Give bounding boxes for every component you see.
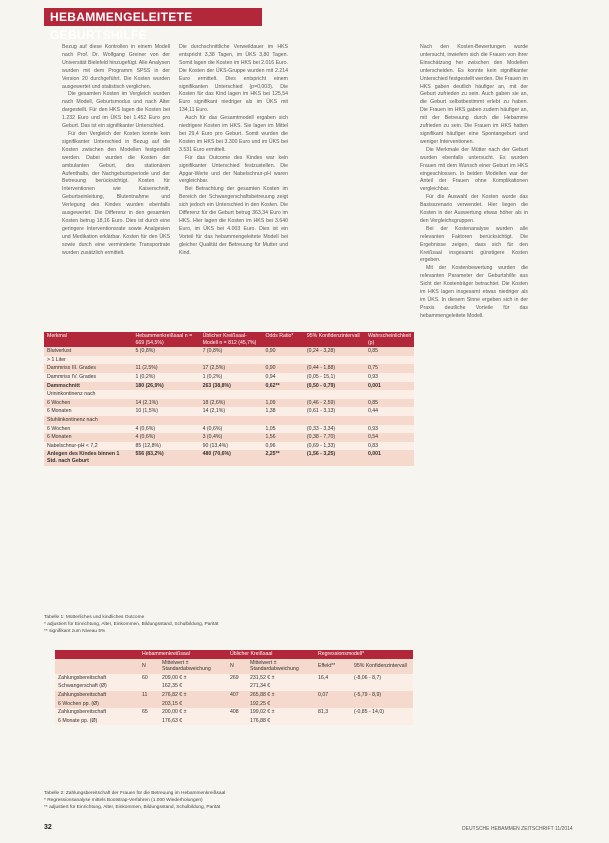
table-cell: 0,93 bbox=[365, 373, 414, 382]
table-cell: 6 Wochen bbox=[44, 399, 132, 408]
table-cell: 10 (1,5%) bbox=[132, 407, 199, 416]
table-cell: Zahlungsbereitschaft bbox=[55, 708, 139, 717]
table-cell: (0,69 - 1,33) bbox=[304, 442, 365, 451]
table-cell: (-0,85 - 14,0) bbox=[351, 708, 413, 717]
table-cell bbox=[315, 682, 351, 691]
subheader: N bbox=[227, 659, 247, 674]
table-cell: 0,44 bbox=[365, 407, 414, 416]
paragraph: Nach den Kosten-Bewertungen wurde untersucht, inwiefern sich die Frauen von ihrer Einschätzung her zwischen den Modellen unterscheiden. Es konnte kein signifikanter Unterschied festgestellt werden. Die Frauen im HKS gaben deutlich häufiger an, mit der Geburt zufrieden zu sein. Auch gaben sie an, die Geburt selbstbestimmt erlebt zu haben. Die Frauen im HKS gaben zudem häufiger an, mit der Betreuung durch die Hebamme zufrieden zu sein. Die Frauen im HKS hatten signifikant häufiger eine Spontangeburt und weniger Interventionen. bbox=[420, 44, 528, 145]
table-cell: 0,54 bbox=[365, 433, 414, 442]
group-header: Üblicher Kreißsaal bbox=[227, 650, 315, 659]
table-cell: (0,24 - 3,28) bbox=[304, 347, 365, 356]
table-cell: 5 (0,8%) bbox=[132, 347, 199, 356]
table-row bbox=[44, 373, 414, 382]
table-cell bbox=[200, 416, 263, 425]
table-row bbox=[55, 674, 413, 683]
table-cell: (0,44 - 1,88) bbox=[304, 364, 365, 373]
table-row bbox=[44, 442, 414, 451]
table-row bbox=[55, 708, 413, 717]
table-cell: Blutverlust bbox=[44, 347, 132, 356]
table-cell: 6 Monaten bbox=[44, 407, 132, 416]
table-cell: 0,85 bbox=[365, 347, 414, 356]
table-cell: 209,00 € ± bbox=[159, 674, 227, 683]
table-cell: Dammriss IV. Grades bbox=[44, 373, 132, 382]
column-header: Wahrscheinlichkeit (p) bbox=[365, 332, 414, 347]
table-cell: 0,94 bbox=[262, 373, 303, 382]
table-row bbox=[44, 390, 414, 399]
footnote: Tabelle 2: Zahlungsbereitschaft der Frauen für die Betreuung im Hebammenkreißsaal bbox=[44, 791, 226, 796]
table-cell: Stuhlinkontinenz nach bbox=[44, 416, 132, 425]
table-cell: 6 Monaten bbox=[44, 433, 132, 442]
table-cell: 0,001 bbox=[365, 382, 414, 391]
table-cell: 0,001 bbox=[365, 450, 414, 465]
table-row bbox=[55, 691, 413, 700]
subheader: 95% Konfidenzintervall bbox=[351, 659, 413, 674]
table-row bbox=[44, 382, 414, 391]
table-cell bbox=[304, 356, 365, 365]
footnote: * Regressionsanalyse mittels Bootstrap-Verfahren (1.000 Wiederholungen) bbox=[44, 798, 203, 803]
table-cell: 7 (0,8%) bbox=[200, 347, 263, 356]
table-cell bbox=[139, 700, 159, 709]
table-cell: 1,09 bbox=[262, 399, 303, 408]
table-cell: Dammriss III. Grades bbox=[44, 364, 132, 373]
table-cell: 14 (2,1%) bbox=[200, 407, 263, 416]
table-cell: (0,46 - 2,59) bbox=[304, 399, 365, 408]
journal-footer: DEUTSCHE HEBAMMEN ZEITSCHRIFT 11/2014 bbox=[462, 826, 573, 832]
table2-footnotes bbox=[44, 790, 414, 811]
table-cell bbox=[365, 356, 414, 365]
table-cell: 85 (12,8%) bbox=[132, 442, 199, 451]
table-cell: 176,88 € bbox=[247, 717, 315, 726]
table-cell: 4 (0,6%) bbox=[132, 425, 199, 434]
table-cell: 231,52 € ± bbox=[247, 674, 315, 683]
table-cell: 0,75 bbox=[365, 364, 414, 373]
table-cell: 269 bbox=[227, 674, 247, 683]
column-header: Merkmal bbox=[44, 332, 132, 347]
text-column-2 bbox=[179, 44, 288, 257]
paragraph: Auch für das Gesamtmodell ergaben sich niedrigere Kosten im HKS. Sie lagen im Mittel bei 29,4 Euro pro Geburt. Somit wurden die Kosten im HKS bei 3.300 Euro und im ÜKS bei 3.531 Euro ermittelt. bbox=[179, 115, 288, 153]
table-row bbox=[44, 433, 414, 442]
table1-footnotes bbox=[44, 614, 414, 635]
table-cell bbox=[200, 356, 263, 365]
table-cell: Nabelschnur-pH < 7,2 bbox=[44, 442, 132, 451]
table-cell: 1 (0,2%) bbox=[200, 373, 263, 382]
paragraph: Die durchschnittliche Verweildauer im HKS entspricht 3,38 Tagen, im ÜKS 3,80 Tagen. Somit lagen die Kosten im HKS bei 2.016 Euro. Die Kosten der ÜKS-Gruppe wurden mit 2.214 Euro ermittelt. Dies entspricht einem signifikanten Unterschied (p=0,003). Die Kosten für das Kind lagen im HKS bei 125,54 Euro signifikant niedriger als im ÜKS mit 134,11 Euro. bbox=[179, 44, 288, 114]
payment-table bbox=[55, 650, 413, 725]
table-cell: Schwangerschaft (Ø) bbox=[55, 682, 139, 691]
table-cell: (0,05 - 15,1) bbox=[304, 373, 365, 382]
table-cell: (-8,06 - 8,7) bbox=[351, 674, 413, 683]
table-cell: 0,90 bbox=[262, 347, 303, 356]
table-cell bbox=[351, 717, 413, 726]
table-cell bbox=[315, 700, 351, 709]
table-cell bbox=[200, 390, 263, 399]
paragraph: Mit der Kostenbewertung wurden die relevanten Parameter der Geburtshilfe aus Sicht der Kostenträger betrachtet. Die Kosten im HKS lagen insgesamt etwas niedriger als im ÜKS. In diesem Sinne ergeben sich in der Praxis deutliche Vorteile für das hebammengeleitete Modell. bbox=[420, 265, 528, 319]
table-cell: 16,4 bbox=[315, 674, 351, 683]
column-header: 95% Konfidenzintervall bbox=[304, 332, 365, 347]
footnote: ** adjustiert für Einrichtung, Alter, Einkommen, Bildungsstand, Schulbildung, Parität bbox=[44, 805, 221, 810]
text-column-3 bbox=[420, 44, 528, 321]
table-cell: (1,56 - 3,25) bbox=[304, 450, 365, 465]
table-cell: 3 (0,4%) bbox=[200, 433, 263, 442]
table-cell bbox=[227, 682, 247, 691]
table-cell: 14 (2,1%) bbox=[132, 399, 199, 408]
table-cell: (0,38 - 7,70) bbox=[304, 433, 365, 442]
table-cell: 1,38 bbox=[262, 407, 303, 416]
table-cell bbox=[262, 390, 303, 399]
column-header: Üblicher Kreißsaal-Modell n = 812 (45,7%) bbox=[200, 332, 263, 347]
paragraph: Die Merkmale der Mütter nach der Geburt wurden ebenfalls untersucht. Es wurden Frauen mit dem Wunsch einer Geburt im HKS eingeschlossen. In beiden Modellen war der Anteil der Frauen ohne Komplikationen vergleichbar. bbox=[420, 146, 528, 193]
table-cell: 60 bbox=[139, 674, 159, 683]
table-cell: 200,00 € ± bbox=[159, 708, 227, 717]
table-cell: Anlegen des Kindes binnen 1 Std. nach Geburt bbox=[44, 450, 132, 465]
table-cell: 65 bbox=[139, 708, 159, 717]
table-cell: (-5,79 - 8,9) bbox=[351, 691, 413, 700]
table-cell bbox=[351, 700, 413, 709]
table-cell: Dammschnitt bbox=[44, 382, 132, 391]
table-cell: 0,62** bbox=[262, 382, 303, 391]
paragraph: Für den Vergleich der Kosten konnte kein signifikanter Unterschied in Bezug auf die Kosten zwischen den Modellen festgestellt werden. Dabei wurden die Kosten der ambulanten Geburt, des stationären Aufenthalts, der Nachgeburtsperiode und der Betreuung berücksichtigt. Kosten für Interventionen wie Kaiserschnitt, Geburtseinleitung, Blutentnahme und Verlegung des Kindes wurden ebenfalls ausgewertet. Die Differenz in den gesamten Kosten betrug 18,16 Euro. Dies ist durch eine geringere Interventionsrate sowie Analgesien und Medikation erklärbar. Kosten für den ÜKS sowie durch eine verminderte Transportrate wurden zusätzlich ermittelt. bbox=[62, 130, 170, 256]
table-cell: 4 (0,6%) bbox=[200, 425, 263, 434]
outcome-table bbox=[44, 332, 414, 466]
text-column-1 bbox=[62, 44, 170, 257]
footnote: Tabelle 1: Mütterliches und kindliches Outcome bbox=[44, 615, 145, 620]
table-cell: > 1 Liter bbox=[44, 356, 132, 365]
table-cell: 265,88 € ± bbox=[247, 691, 315, 700]
subheader: Effekt** bbox=[315, 659, 351, 674]
table-cell: 180 (26,9%) bbox=[132, 382, 199, 391]
table-cell: Zahlungsbereitschaft bbox=[55, 674, 139, 683]
table-cell: 276,82 € ± bbox=[159, 691, 227, 700]
table-cell: 162,35 € bbox=[159, 682, 227, 691]
paragraph: Bei der Kostenanalyse wurden alle relevanten Faktoren berücksichtigt. Die Ergebnisse zeigen, dass sich für den Kreißsaal insgesamt günstigere Kosten ergeben. bbox=[420, 225, 528, 264]
table-cell: 18 (2,6%) bbox=[200, 399, 263, 408]
table-cell: (0,61 - 3,13) bbox=[304, 407, 365, 416]
table-cell: 192,25 € bbox=[247, 700, 315, 709]
table-group-row bbox=[55, 650, 413, 659]
table-row bbox=[44, 399, 414, 408]
table-cell: 6 Wochen pp. (Ø) bbox=[55, 700, 139, 709]
column-header: Hebammenkreißsaal n = 669 (54,5%) bbox=[132, 332, 199, 347]
column-header: Odds Ratio* bbox=[262, 332, 303, 347]
group-header: Hebammenkreißsaal bbox=[139, 650, 227, 659]
table-cell: 1,56 bbox=[262, 433, 303, 442]
table-cell bbox=[227, 700, 247, 709]
table-row bbox=[44, 425, 414, 434]
table-row bbox=[44, 450, 414, 465]
paragraph: Die gesamten Kosten im Vergleich wurden nach Modell, Geburtsmodus und nach Alter dargestellt. Für den HKS lagen die Kosten bei 1.232 Euro und im ÜKS bei 1.452 Euro pro Geburt. Das ist ein signifikanter Unterschied. bbox=[62, 91, 170, 130]
paragraph: Für die Auswahl der Kosten wurde das Basisszenario verwendet. Hier liegen die Kosten in der Auswertung etwas höher als in den Vergleichsgruppen. bbox=[420, 194, 528, 224]
table-cell: 90 (13,4%) bbox=[200, 442, 263, 451]
table-cell: 11 (2,5%) bbox=[132, 364, 199, 373]
group-header bbox=[55, 650, 139, 659]
table-row bbox=[44, 416, 414, 425]
page-number: 32 bbox=[44, 824, 52, 831]
table-cell bbox=[132, 416, 199, 425]
table-cell: 17 (2,5%) bbox=[200, 364, 263, 373]
table-cell: 1 (0,2%) bbox=[132, 373, 199, 382]
table-cell: Urininkontinenz nach bbox=[44, 390, 132, 399]
table-cell: Zahlungsbereitschaft bbox=[55, 691, 139, 700]
subheader: Mittelwert ± Standardabweichung bbox=[159, 659, 227, 674]
group-header: Regressionsmodell* bbox=[315, 650, 413, 659]
table-cell: 408 bbox=[227, 708, 247, 717]
table-cell bbox=[365, 390, 414, 399]
subheader bbox=[55, 659, 139, 674]
table-cell bbox=[315, 717, 351, 726]
table-cell: 0,07 bbox=[315, 691, 351, 700]
table-cell bbox=[139, 717, 159, 726]
table-cell: 0,85 bbox=[365, 399, 414, 408]
table-cell: 480 (70,6%) bbox=[200, 450, 263, 465]
table-cell: (0,50 - 0,79) bbox=[304, 382, 365, 391]
section-header: HEBAMMENGELEITETE GEBURTSHILFE bbox=[44, 8, 262, 26]
table-cell: 2,25** bbox=[262, 450, 303, 465]
table-cell bbox=[262, 416, 303, 425]
table-cell: 0,93 bbox=[365, 425, 414, 434]
table-cell bbox=[262, 356, 303, 365]
subheader: Mittelwert ± Standardabweichung bbox=[247, 659, 315, 674]
table-cell bbox=[132, 390, 199, 399]
table-cell: 263 (38,8%) bbox=[200, 382, 263, 391]
table-cell: 407 bbox=[227, 691, 247, 700]
table-cell: 0,90 bbox=[262, 364, 303, 373]
table-cell: 203,15 € bbox=[159, 700, 227, 709]
table-header-row bbox=[44, 332, 414, 347]
table-cell bbox=[132, 356, 199, 365]
table-cell: 271,34 € bbox=[247, 682, 315, 691]
table-subheader-row bbox=[55, 659, 413, 674]
paragraph: Für das Outcome des Kindes war kein signifikanter Unterschied festzustellen. Die Apgar-Werte und der Nabelschnur-pH waren vergleichbar. bbox=[179, 154, 288, 185]
table-cell bbox=[351, 682, 413, 691]
table-cell bbox=[227, 717, 247, 726]
table-row bbox=[55, 682, 413, 691]
footnote: * adjustiert für Einrichtung, Alter, Einkommen, Bildungsstand, Schulbildung, Parität bbox=[44, 622, 219, 627]
table-cell: 556 (83,2%) bbox=[132, 450, 199, 465]
table-row bbox=[44, 407, 414, 416]
table-cell: 6 Wochen bbox=[44, 425, 132, 434]
table-row bbox=[55, 717, 413, 726]
table-cell bbox=[365, 416, 414, 425]
table-cell: 176,63 € bbox=[159, 717, 227, 726]
table-cell: 0,96 bbox=[262, 442, 303, 451]
table-row bbox=[55, 700, 413, 709]
table-row bbox=[44, 356, 414, 365]
table-cell: 0,83 bbox=[365, 442, 414, 451]
table-cell: (0,33 - 3,34) bbox=[304, 425, 365, 434]
table-cell bbox=[304, 416, 365, 425]
table-row bbox=[44, 364, 414, 373]
footnote: ** signifikant zum Niveau 5% bbox=[44, 629, 106, 634]
table-cell: 81,3 bbox=[315, 708, 351, 717]
table-cell: 6 Monate pp. (Ø) bbox=[55, 717, 139, 726]
table-cell: 4 (0,6%) bbox=[132, 433, 199, 442]
table-cell: 199,02 € ± bbox=[247, 708, 315, 717]
paragraph: Bei Betrachtung der gesamten Kosten im Bereich der Schwangerschaftsbetreuung zeigt sich jedoch ein Unterschied in den Kosten. Die Differenz für die Geburt betrug 363,34 Euro im HKS. Hier lagen die Kosten im HKS bei 3.640 Euro, im ÜKS bei 4.003 Euro. Dies ist ein Vorteil für das hebammengeleitete Modell bei gleicher Qualität der Betreuung für Mutter und Kind. bbox=[179, 186, 288, 256]
table-cell bbox=[139, 682, 159, 691]
table-cell: 1,05 bbox=[262, 425, 303, 434]
subheader: N bbox=[139, 659, 159, 674]
table-row bbox=[44, 347, 414, 356]
table-cell: 11 bbox=[139, 691, 159, 700]
table-cell bbox=[304, 390, 365, 399]
paragraph: Bezug auf diese Kontrollen in einem Modell nach Prof. Dr. Wolfgang Greiner von der Universität Bielefeld hinzugefügt. Alle Analysen wurden mit dem Programm SPSS in der Version 20 durchgeführt. Die Kosten wurden ausgewertet und statistisch verglichen. bbox=[62, 44, 170, 90]
